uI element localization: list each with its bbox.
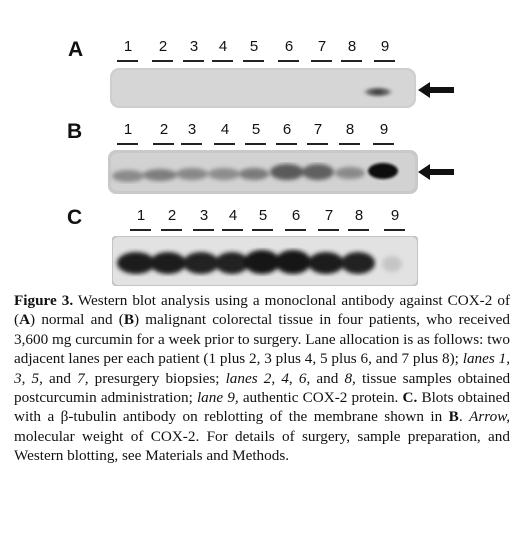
caption-italic: 5 (31, 369, 40, 387)
lane-underline (278, 60, 299, 62)
lane-label: 5 (249, 38, 259, 55)
caption-ref-b: B (448, 408, 459, 426)
lane-label: 6 (291, 207, 301, 224)
lane-underline (339, 143, 360, 145)
lane-underline (161, 229, 182, 231)
lane-label: 4 (220, 121, 230, 138)
caption-text: . (458, 408, 470, 426)
panel-a-label: A (68, 38, 84, 61)
lane-underline (243, 60, 264, 62)
lane-label: 2 (167, 207, 177, 224)
caption-label: Figure 3. (14, 292, 74, 309)
lane-label: 6 (284, 38, 294, 55)
lane-underline (152, 60, 173, 62)
lane-underline (341, 60, 362, 62)
caption-text: Western blot analysis using a monoclonal antibody against COX-2 of ( (14, 292, 510, 329)
blot-b-image (108, 150, 418, 194)
arrow-b-icon (418, 164, 454, 180)
caption-italic: 4 (281, 369, 289, 387)
lane-label: 1 (123, 121, 133, 138)
lane-underline (214, 143, 235, 145)
lane-underline (193, 229, 214, 231)
lane-underline (117, 143, 138, 145)
lane-underline (384, 229, 405, 231)
caption-italic: Arrow, (469, 408, 510, 426)
caption-text: , and (39, 369, 78, 387)
caption-ref-b: B (123, 311, 134, 329)
lane-label: 9 (380, 38, 390, 55)
caption-italic: 3 (14, 369, 22, 387)
lane-label: 3 (199, 207, 209, 224)
lane-label: 2 (158, 38, 168, 55)
lane-underline (183, 60, 204, 62)
lane-label: 9 (379, 121, 389, 138)
panel-c-label: C (67, 206, 83, 229)
lane-underline (311, 60, 332, 62)
lane-underline (245, 143, 266, 145)
caption-text: Blots obtained with a β-tubulin antibody on reblotting of the membrane shown in (14, 389, 510, 426)
lane-underline (374, 60, 395, 62)
lane-label: 6 (282, 121, 292, 138)
lane-label: 5 (258, 207, 268, 224)
caption-text: presurgery biopsies; (88, 369, 226, 387)
lane-underline (307, 143, 328, 145)
lane-label: 5 (251, 121, 261, 138)
lane-label: 1 (136, 207, 146, 224)
lane-label: 8 (347, 38, 357, 55)
panel-b-label: B (67, 120, 83, 143)
caption-ref-c: C. (402, 389, 418, 407)
lane-label: 7 (313, 121, 323, 138)
caption-italic: lanes 1 (462, 350, 507, 368)
caption-ref-a: A (19, 311, 31, 329)
lane-label: 4 (228, 207, 238, 224)
caption-text: , (271, 369, 282, 387)
caption-italic: 8, (344, 369, 356, 387)
caption-text: , (506, 350, 511, 368)
caption-text: molecular weight of COX-2. For details of surgery, sample preparation, and Western blotting, see Materials and Methods. (14, 427, 510, 465)
lane-label: 2 (159, 121, 169, 138)
caption-text: , and (306, 369, 345, 387)
caption-text: , (21, 369, 32, 387)
lane-underline (252, 229, 273, 231)
lane-underline (181, 143, 202, 145)
lane-underline (130, 229, 151, 231)
caption-text: , (288, 369, 299, 387)
lane-label: 7 (317, 38, 327, 55)
caption-italic: lanes 2 (225, 369, 272, 387)
lane-underline (348, 229, 369, 231)
caption-italic: 6 (298, 369, 307, 387)
lane-label: 9 (390, 207, 400, 224)
caption-text: authentic COX-2 protein. (238, 389, 403, 407)
lane-underline (222, 229, 243, 231)
lane-label: 4 (218, 38, 228, 55)
lane-label: 7 (324, 207, 334, 224)
lane-label: 8 (354, 207, 364, 224)
lane-underline (212, 60, 233, 62)
caption-text: ) normal and ( (30, 311, 124, 329)
lane-label: 8 (345, 121, 355, 138)
lane-underline (318, 229, 339, 231)
lane-underline (276, 143, 297, 145)
caption-italic: 7, (77, 369, 89, 387)
lane-label: 1 (123, 38, 133, 55)
caption-text: ) malignant colorectal tissue in four patients, who received 3,600 mg curcumin for a week prior to surgery. Lane allocation is as follows: two adjacent lanes per each patient (1 plus 2, 3 plus 4, 5 plus 6, and 7 plus 8); (14, 311, 511, 368)
lane-underline (117, 60, 138, 62)
lane-underline (373, 143, 394, 145)
lane-label: 3 (189, 38, 199, 55)
caption-text: tissue samples obtained postcurcumin administration; (14, 369, 511, 407)
caption-italic: lane 9, (196, 389, 239, 407)
lane-underline (153, 143, 174, 145)
lane-label: 3 (187, 121, 197, 138)
lane-underline (285, 229, 306, 231)
figure-caption (14, 291, 510, 466)
blot-a-image (110, 68, 416, 108)
arrow-a-icon (418, 82, 454, 98)
blot-c-image (112, 236, 418, 286)
